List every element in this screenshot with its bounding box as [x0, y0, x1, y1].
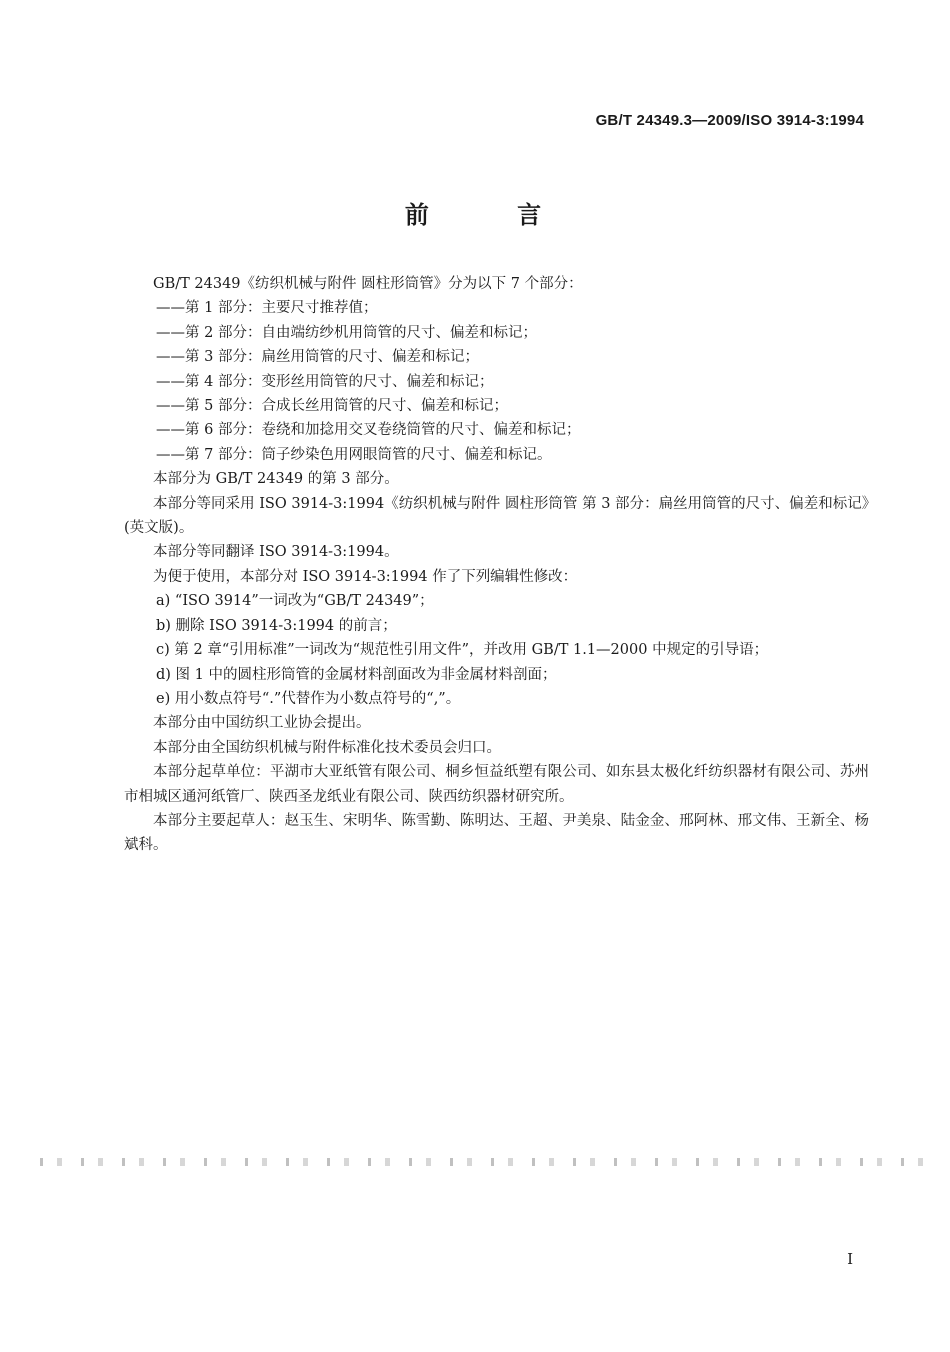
- part-list-item: ——第 3 部分：扁丝用筒管的尺寸、偏差和标记；: [156, 349, 479, 366]
- standard-code: GB/T 24349.3—2009/ISO 3914-3:1994: [595, 112, 864, 129]
- scan-noise-line: [40, 1158, 940, 1166]
- part-list-item: ——第 2 部分：自由端纺纱机用筒管的尺寸、偏差和标记；: [156, 324, 537, 341]
- translate-paragraph: 本部分等同翻译 ISO 3914-3:1994。: [153, 544, 399, 561]
- page-number: I: [847, 1250, 853, 1268]
- edit-list-item: d) 图 1 中的圆柱形筒管的金属材料剖面改为非金属材料剖面；: [156, 666, 557, 683]
- page-title: 前 言: [404, 201, 582, 229]
- intro-paragraph: GB/T 24349《纺织机械与附件 圆柱形筒管》分为以下 7 个部分：: [153, 276, 583, 292]
- foreword-body: [124, 272, 869, 858]
- edit-list-item: a) “ISO 3914”一词改为“GB/T 24349”；: [156, 593, 434, 610]
- this-part-paragraph: 本部分为 GB/T 24349 的第 3 部分。: [153, 471, 399, 488]
- adopt-paragraph: 本部分等同采用 ISO 3914-3:1994《纺织机械与附件 圆柱形筒管 第 3 部分：扁丝用筒管的尺寸、偏差和标记》(英文版)。: [124, 495, 869, 537]
- part-list-item: ——第 4 部分：变形丝用筒管的尺寸、偏差和标记；: [156, 373, 494, 390]
- part-list-item: ——第 1 部分：主要尺寸推荐值；: [156, 300, 378, 317]
- edit-list-item: e) 用小数点符号“.”代替作为小数点符号的“,”。: [156, 690, 461, 707]
- part-list-item: ——第 5 部分：合成长丝用筒管的尺寸、偏差和标记；: [156, 398, 508, 415]
- part-list-item: ——第 6 部分：卷绕和加捻用交叉卷绕筒管的尺寸、偏差和标记；: [156, 422, 581, 439]
- part-list-item: ——第 7 部分：筒子纱染色用网眼筒管的尺寸、偏差和标记。: [156, 446, 552, 463]
- edit-list-item: c) 第 2 章“引用标准”一词改为“规范性引用文件”，并改用 GB/T 1.1—2000 中规定的引导语；: [156, 642, 769, 659]
- edit-list-item: b) 删除 ISO 3914-3:1994 的前言；: [156, 617, 397, 634]
- drafters-paragraph: 本部分主要起草人：赵玉生、宋明华、陈雪勤、陈明达、王超、尹美泉、陆金金、邢阿林、邢文伟、王新全、杨斌科。: [124, 812, 869, 854]
- proposed-paragraph: 本部分由中国纺织工业协会提出。: [153, 715, 371, 732]
- edits-intro-paragraph: 为便于使用，本部分对 ISO 3914-3:1994 作了下列编辑性修改：: [153, 568, 578, 585]
- drafting-units-paragraph: 本部分起草单位：平湖市大亚纸管有限公司、桐乡恒益纸塑有限公司、如东县太极化纤纺织器材有限公司、苏州市相城区通河纸管厂、陕西圣龙纸业有限公司、陕西纺织器材研究所。: [124, 764, 869, 805]
- centralized-paragraph: 本部分由全国纺织机械与附件标准化技术委员会归口。: [153, 739, 501, 756]
